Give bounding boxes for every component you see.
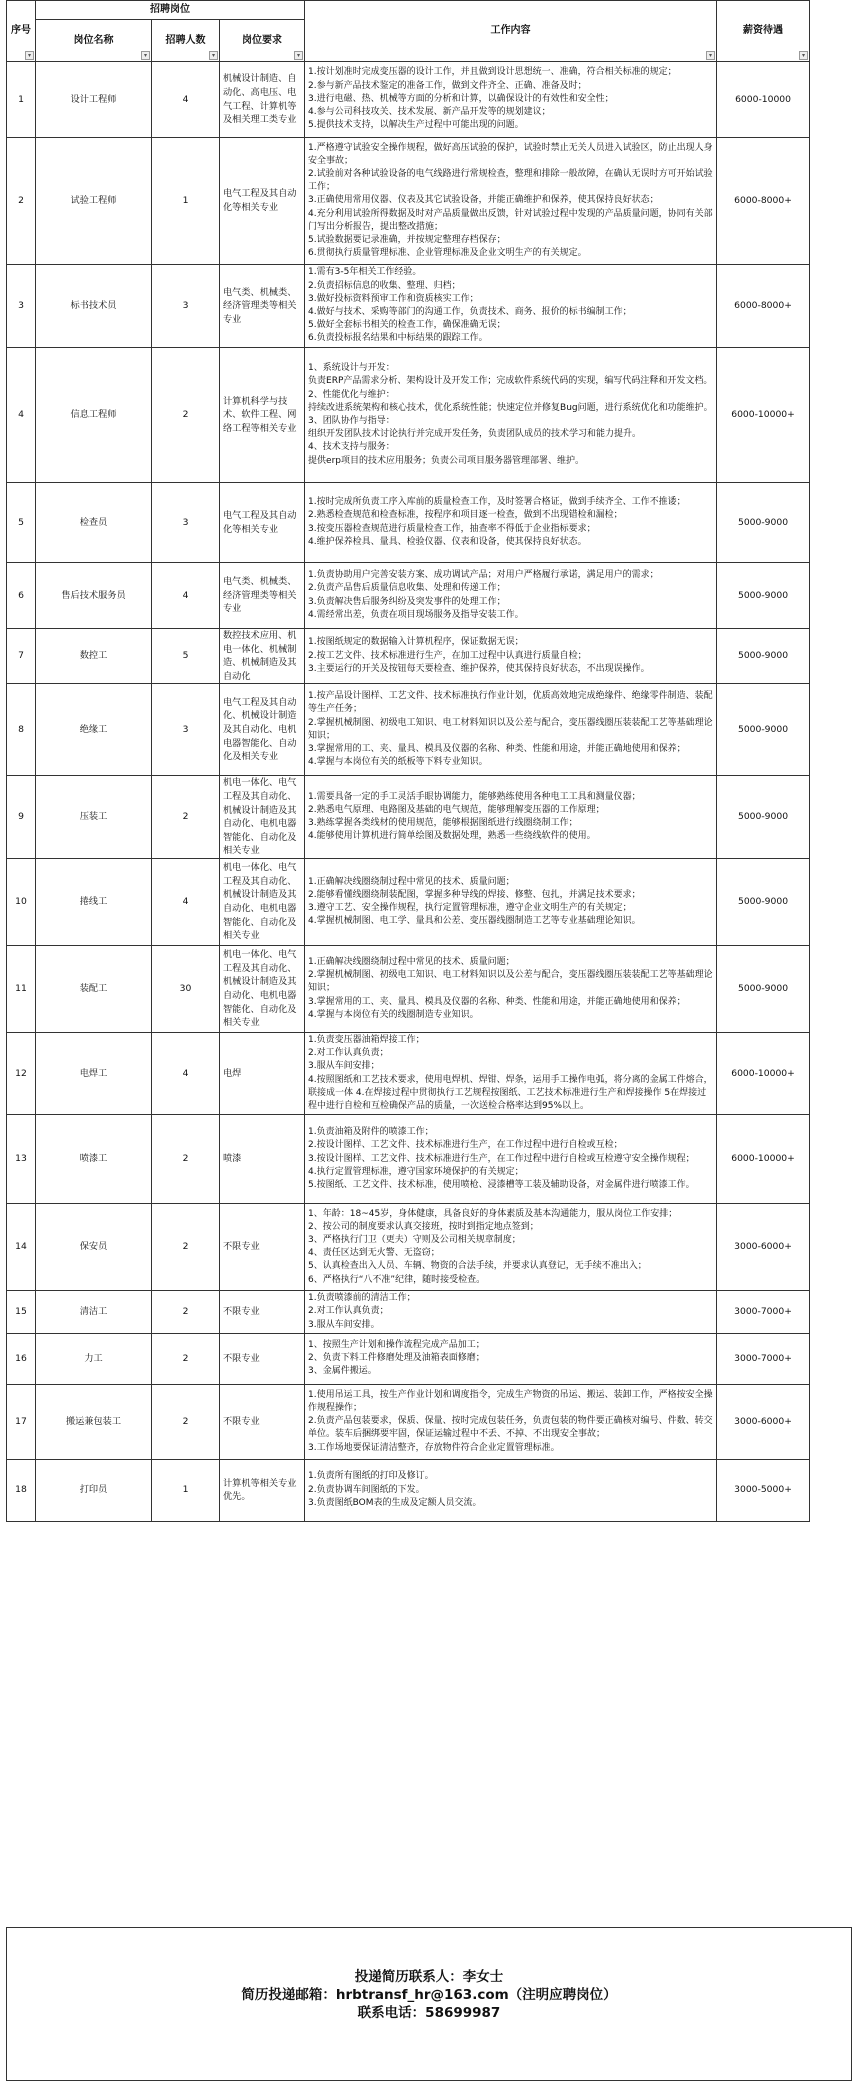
row-requirement: 计算机科学与技术、软件工程、网络工程等相关专业 [220, 348, 305, 483]
row-seq: 14 [7, 1204, 36, 1291]
row-seq: 6 [7, 563, 36, 629]
table-row [7, 1204, 853, 1291]
table-row [7, 1291, 853, 1334]
header-work: 工作内容 ▾ [305, 1, 717, 62]
table-row [7, 776, 853, 859]
filter-icon[interactable]: ▾ [706, 51, 715, 60]
row-position-name: 搬运兼包装工 [36, 1384, 152, 1459]
row-requirement: 机电一体化、电气工程及其自动化、机械设计制造及其自动化、电机电器智能化、自动化及相关专业 [220, 858, 305, 945]
row-spacer [810, 1204, 853, 1291]
row-work-content: 1.按产品设计图样、工艺文件、技术标准执行作业计划，优质高效地完成绝缘件、绝缘零件制造、装配等生产任务； 2.掌握机械制图、初级电工知识、电工材料知识以及公差与配合，变压器线圈压装装配工艺等基础理论知识； 3.掌握常用的工、夹、量具、模具及仪器的名称、种类、性能和用途，并能正确地使用和保养； 4.掌握与本岗位有关的纸板等下料专业知识。 [305, 684, 717, 776]
contact-footer [6, 1927, 852, 2081]
row-work-content: 1.负责油箱及附件的喷漆工作； 2.按设计图样、工艺文件、技术标准进行生产，在工作过程中进行自检或互检； 3.按设计图样、工艺文件、技术标准进行生产，在工作过程中进行自检或互检遵守安全操作规程； 4.执行定置管理标准，遵守国家环境保护的有关规定； 5.按图纸、工艺文件、技术标准，使用喷枪、浸漆槽等工装及辅助设备，对金属件进行喷漆工作。 [305, 1115, 717, 1204]
row-headcount: 3 [152, 265, 220, 348]
row-spacer [810, 858, 853, 945]
row-salary: 3000-6000+ [717, 1384, 810, 1459]
row-position-name: 数控工 [36, 629, 152, 684]
row-spacer [810, 1459, 853, 1521]
row-salary: 3000-6000+ [717, 1204, 810, 1291]
row-requirement: 电气类、机械类、经济管理类等相关专业 [220, 563, 305, 629]
row-work-content: 1.正确解决线圈绕制过程中常见的技术、质量问题； 2.掌握机械制图、初级电工知识、电工材料知识以及公差与配合，变压器线圈压装装配工艺等基础理论知识； 3.掌握常用的工、夹、量具、模具及仪器的名称、种类、性能和用途，并能正确地使用和保养； 4.掌握与本岗位有关的线圈制造专业知识。 [305, 945, 717, 1032]
row-spacer [810, 348, 853, 483]
row-spacer [810, 776, 853, 859]
row-spacer [810, 1291, 853, 1334]
row-spacer [810, 684, 853, 776]
row-position-name: 保安员 [36, 1204, 152, 1291]
row-position-name: 试验工程师 [36, 138, 152, 265]
row-requirement: 电焊 [220, 1032, 305, 1114]
table-row [7, 62, 853, 138]
recruitment-table [6, 0, 853, 1522]
row-seq: 5 [7, 483, 36, 563]
row-spacer [810, 483, 853, 563]
row-position-name: 清洁工 [36, 1291, 152, 1334]
row-salary: 6000-10000+ [717, 348, 810, 483]
table-row [7, 1384, 853, 1459]
row-headcount: 2 [152, 776, 220, 859]
row-headcount: 4 [152, 563, 220, 629]
filter-icon[interactable]: ▾ [209, 51, 218, 60]
row-requirement: 电气工程及其自动化、机械设计制造及其自动化、电机电器智能化、自动化及相关专业 [220, 684, 305, 776]
table-row [7, 1032, 853, 1114]
header-salary: 薪资待遇 ▾ [717, 1, 810, 62]
row-requirement: 电气工程及其自动化等相关专业 [220, 138, 305, 265]
row-spacer [810, 1384, 853, 1459]
row-work-content: 1.负责所有图纸的打印及修订。 2.负责协调车间图纸的下发。 3.负责图纸BOM表的生成及定额人员交流。 [305, 1459, 717, 1521]
row-salary: 5000-9000 [717, 684, 810, 776]
row-requirement: 计算机等相关专业优先。 [220, 1459, 305, 1521]
row-seq: 18 [7, 1459, 36, 1521]
row-seq: 1 [7, 62, 36, 138]
row-salary: 3000-7000+ [717, 1291, 810, 1334]
row-work-content: 1、按照生产计划和操作流程完成产品加工； 2、负责下料工件修磨处理及油箱表面修磨； 3、金属件搬运。 [305, 1333, 717, 1384]
table-row [7, 1333, 853, 1384]
row-spacer [810, 138, 853, 265]
row-position-name: 售后技术服务员 [36, 563, 152, 629]
row-seq: 12 [7, 1032, 36, 1114]
row-requirement: 机电一体化、电气工程及其自动化、机械设计制造及其自动化、电机电器智能化、自动化及相关专业 [220, 945, 305, 1032]
row-work-content: 1.负责喷漆前的清洁工作； 2.对工作认真负责； 3.服从车间安排。 [305, 1291, 717, 1334]
row-seq: 11 [7, 945, 36, 1032]
row-work-content: 1.正确解决线圈绕制过程中常见的技术、质量问题； 2.能够看懂线圈绕制装配图，掌握多种导线的焊接、修整、包扎，并满足技术要求； 3.遵守工艺、安全操作规程，执行定置管理标准，遵守企业文明生产的有关规定； 4.掌握机械制图、电工学、量具和公差、变压器线圈制造工艺等专业基础理论知识。 [305, 858, 717, 945]
header-req: 岗位要求 ▾ [220, 20, 305, 62]
row-spacer [810, 563, 853, 629]
row-requirement: 机电一体化、电气工程及其自动化、机械设计制造及其自动化、电机电器智能化、自动化及相关专业 [220, 776, 305, 859]
row-seq: 10 [7, 858, 36, 945]
header-seq: 序号 ▾ [7, 1, 36, 62]
header-count: 招聘人数 ▾ [152, 20, 220, 62]
table-row [7, 348, 853, 483]
row-seq: 9 [7, 776, 36, 859]
row-spacer [810, 62, 853, 138]
row-work-content: 1.严格遵守试验安全操作规程，做好高压试验的保护，试验时禁止无关人员进入试验区，防止出现人身安全事故； 2.试验前对各种试验设备的电气线路进行常规检查，整理和排除一般故障，在确认无误时方可开始试验工作； 3.正确使用常用仪器、仪表及其它试验设备，并能正确维护和保养，使其保持良好状态； 4.充分利用试验所得数据及时对产品质量做出反馈，针对试验过程中发现的产品质量问题，协同有关部门写出分析报告，提出整改措施； 5.试验数据要记录准确，并按规定整理存档保存； 6.贯彻执行质量管理标准、企业管理标准及企业文明生产的有关规定。 [305, 138, 717, 265]
table-row [7, 1115, 853, 1204]
filter-icon[interactable]: ▾ [294, 51, 303, 60]
contact-email: 简历投递邮箱：hrbtransf_hr@163.com（注明应聘岗位） [241, 1987, 617, 2003]
row-position-name: 设计工程师 [36, 62, 152, 138]
row-work-content: 1、年龄：18~45岁，身体健康，具备良好的身体素质及基本沟通能力，服从岗位工作安排； 2、按公司的制度要求认真交接班，按时到指定地点签到； 3、严格执行门卫（更夫）守则及公司相关规章制度； 4、责任区达到无火警、无盗窃； 5、认真检查出入人员、车辆、物资的合法手续，并要求认真登记，无手续不准出入； 6、严格执行“八不准”纪律，随时接受检查。 [305, 1204, 717, 1291]
header-name: 岗位名称 ▾ [36, 20, 152, 62]
row-headcount: 4 [152, 62, 220, 138]
row-headcount: 3 [152, 684, 220, 776]
table-row [7, 1459, 853, 1521]
row-salary: 6000-8000+ [717, 265, 810, 348]
row-headcount: 30 [152, 945, 220, 1032]
row-work-content: 1.需要具备一定的手工灵活手眼协调能力，能够熟练使用各种电工工具和测量仪器； 2.熟悉电气原理、电路图及基础的电气规范，能够理解变压器的工作原理； 3.熟练掌握各类线材的使用规范，能够根据图纸进行线圈绕制工作； 4.能够使用计算机进行简单绘图及数据处理，熟悉一些绕线软件的使用。 [305, 776, 717, 859]
row-spacer [810, 265, 853, 348]
row-work-content: 1.按时完成所负责工序入库前的质量检查工作，及时签署合格证，做到手续齐全、工作不推诿； 2.熟悉检查规范和检查标准，按程序和项目逐一检查，做到不出现错检和漏检； 3.按变压器检查规范进行质量检查工作，抽查率不得低于企业指标要求； 4.维护保养检具、量具、检验仪器、仪表和设备，使其保持良好状态。 [305, 483, 717, 563]
row-salary: 6000-10000+ [717, 1032, 810, 1114]
row-requirement: 不限专业 [220, 1291, 305, 1334]
recruitment-table-sheet [6, 0, 852, 1522]
table-row [7, 265, 853, 348]
row-position-name: 压装工 [36, 776, 152, 859]
row-headcount: 2 [152, 1384, 220, 1459]
table-row [7, 858, 853, 945]
row-requirement: 不限专业 [220, 1204, 305, 1291]
row-requirement: 数控技术应用、机电一体化、机械制造、机械制造及其自动化 [220, 629, 305, 684]
row-headcount: 3 [152, 483, 220, 563]
header-group: 招聘岗位 [36, 1, 305, 20]
filter-icon[interactable]: ▾ [25, 51, 34, 60]
row-position-name: 电焊工 [36, 1032, 152, 1114]
row-requirement: 喷漆 [220, 1115, 305, 1204]
filter-icon[interactable]: ▾ [141, 51, 150, 60]
row-work-content: 1.按计划准时完成变压器的设计工作，并且做到设计思想统一、准确，符合相关标准的规定； 2.参与新产品技术鉴定的准备工作，做到文件齐全、正确、准备及时； 3.进行电磁、热、机械等方面的分析和计算，以确保设计的有效性和安全性； 4.参与公司科技攻关、技术发展、新产品开发等的规划建议； 5.提供技术支持，以解决生产过程中可能出现的问题。 [305, 62, 717, 138]
row-seq: 13 [7, 1115, 36, 1204]
row-seq: 15 [7, 1291, 36, 1334]
row-requirement: 电气类、机械类、经济管理类等相关专业 [220, 265, 305, 348]
row-work-content: 1.需有3-5年相关工作经验。 2.负责招标信息的收集、整理、归档； 3.做好投标资料预审工作和资质核实工作； 4.做好与技术、采购等部门的沟通工作，负责技术、商务、报价的标书编制工作； 5.做好全套标书相关的检查工作，确保准确无误； 6.负责投标报名结果和中标结果的跟踪工作。 [305, 265, 717, 348]
row-headcount: 4 [152, 1032, 220, 1114]
row-salary: 6000-10000 [717, 62, 810, 138]
row-headcount: 5 [152, 629, 220, 684]
contact-person: 投递简历联系人：李女士 [354, 1969, 504, 1985]
row-headcount: 2 [152, 1291, 220, 1334]
row-requirement: 不限专业 [220, 1384, 305, 1459]
table-body [7, 62, 853, 1522]
row-work-content: 1.按图纸规定的数据输入计算机程序，保证数据无误； 2.按工艺文件、技术标准进行生产，在加工过程中认真进行质量自检； 3.主要运行的开关及按钮每天要检查、维护保养，使其保持良好状态，不出现误操作。 [305, 629, 717, 684]
row-spacer [810, 629, 853, 684]
row-position-name: 信息工程师 [36, 348, 152, 483]
row-seq: 2 [7, 138, 36, 265]
row-requirement: 电气工程及其自动化等相关专业 [220, 483, 305, 563]
row-seq: 4 [7, 348, 36, 483]
row-salary: 5000-9000 [717, 945, 810, 1032]
row-seq: 3 [7, 265, 36, 348]
table-row [7, 563, 853, 629]
contact-phone: 联系电话：58699987 [357, 2005, 501, 2021]
row-work-content: 1.使用吊运工具，按生产作业计划和调度指令，完成生产物资的吊运、搬运、装卸工作，严格按安全操作规程操作； 2.负责产品包装要求，保质、保量、按时完成包装任务，负责包装的物件要正确核对编号、件数、转交单位。装车后捆绑要牢固，保证运输过程中不丢、不掉、不出现安全事故； 3.工作场地要保证清洁整齐，存放物件符合企业定置管理标准。 [305, 1384, 717, 1459]
row-work-content: 1.负责协助用户完善安装方案、成功调试产品；对用户严格履行承诺，满足用户的需求； 2.负责产品售后质量信息收集、处理和传递工作； 3.负责解决售后服务纠纷及突发事件的处理工作； 4.需经常出差，负责在项目现场服务及指导安装工作。 [305, 563, 717, 629]
row-salary: 5000-9000 [717, 629, 810, 684]
row-headcount: 1 [152, 1459, 220, 1521]
header-spacer [810, 1, 853, 62]
row-position-name: 打印员 [36, 1459, 152, 1521]
row-requirement: 机械设计制造、自动化、高电压、电气工程、计算机等及相关理工类专业 [220, 62, 305, 138]
row-spacer [810, 1333, 853, 1384]
row-salary: 6000-8000+ [717, 138, 810, 265]
table-row [7, 483, 853, 563]
row-position-name: 检查员 [36, 483, 152, 563]
row-work-content: 1.负责变压器油箱焊接工作； 2.对工作认真负责； 3.服从车间安排； 4.按照图纸和工艺技术要求，使用电焊机、焊钳、焊条，运用手工操作电弧，将分离的金属工件熔合，联接成一体 4.在焊接过程中贯彻执行工艺规程按图纸、工艺技术标准进行生产和焊接操作 5在焊接过程中进行自检和互检确保产品的质量，一次送检合格率达到95%以上。 [305, 1032, 717, 1114]
row-salary: 5000-9000 [717, 858, 810, 945]
row-position-name: 喷漆工 [36, 1115, 152, 1204]
table-row [7, 138, 853, 265]
row-headcount: 2 [152, 348, 220, 483]
row-salary: 6000-10000+ [717, 1115, 810, 1204]
row-spacer [810, 945, 853, 1032]
row-position-name: 装配工 [36, 945, 152, 1032]
row-position-name: 绝缘工 [36, 684, 152, 776]
row-salary: 5000-9000 [717, 776, 810, 859]
table-row [7, 945, 853, 1032]
row-headcount: 2 [152, 1204, 220, 1291]
row-seq: 8 [7, 684, 36, 776]
row-salary: 5000-9000 [717, 563, 810, 629]
row-headcount: 2 [152, 1333, 220, 1384]
row-position-name: 力工 [36, 1333, 152, 1384]
row-salary: 3000-7000+ [717, 1333, 810, 1384]
table-row [7, 629, 853, 684]
row-spacer [810, 1032, 853, 1114]
row-seq: 16 [7, 1333, 36, 1384]
row-salary: 3000-5000+ [717, 1459, 810, 1521]
row-seq: 7 [7, 629, 36, 684]
table-row [7, 684, 853, 776]
row-position-name: 标书技术员 [36, 265, 152, 348]
row-spacer [810, 1115, 853, 1204]
row-work-content: 1、系统设计与开发： 负责ERP产品需求分析、架构设计及开发工作；完成软件系统代码的实现，编写代码注释和开发文档。 2、性能优化与维护： 持续改进系统架构和核心技术，优化系统性能；快速定位并修复Bug问题，进行系统优化和功能维护。 3、团队协作与指导： 组织开发团队技术讨论执行并完成开发任务，负责团队成员的技术学习和能力提升。 4、技术支持与服务： 提供erp项目的技术应用服务；负责公司项目服务器管理部署、维护。 [305, 348, 717, 483]
row-headcount: 4 [152, 858, 220, 945]
row-seq: 17 [7, 1384, 36, 1459]
row-salary: 5000-9000 [717, 483, 810, 563]
row-headcount: 1 [152, 138, 220, 265]
row-headcount: 2 [152, 1115, 220, 1204]
filter-icon[interactable]: ▾ [799, 51, 808, 60]
row-requirement: 不限专业 [220, 1333, 305, 1384]
row-position-name: 捲线工 [36, 858, 152, 945]
